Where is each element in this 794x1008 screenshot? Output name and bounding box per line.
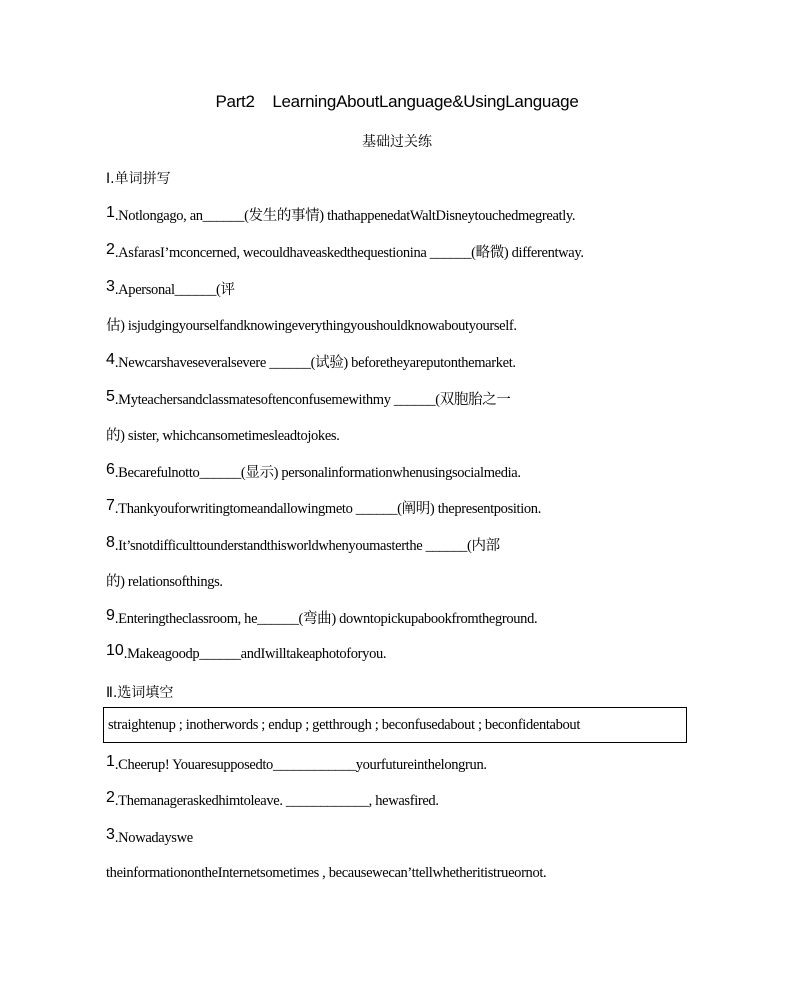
fill-question-3 <box>106 826 193 847</box>
question-5-continuation: 的) sister, whichcansometimesleadtojokes. <box>106 428 340 444</box>
question-3 <box>106 278 235 299</box>
page-subtitle: 基础过关练 <box>362 134 432 150</box>
question-text: .Themanageraskedhimtoleave. ____________, hewasfired. <box>114 793 439 809</box>
question-number: 1 <box>106 753 115 770</box>
question-text: .Thankyouforwritingtomeandallowingmeto ______(阐明) thepresentposition. <box>114 501 541 517</box>
question-1 <box>106 204 575 225</box>
word-bank-box <box>103 707 687 743</box>
question-text: .It’snotdifficulttounderstandthisworldwhenyoumasterthe ______(内部 <box>114 538 500 554</box>
question-6 <box>106 461 521 482</box>
question-9 <box>106 607 537 628</box>
question-8 <box>106 534 500 555</box>
question-text: .Becarefulnotto______(显示) personalinformationwhenusingsocialmedia. <box>114 465 521 481</box>
question-text: .Notlongago, an______(发生的事情) thathappenedatWaltDisneytouchedmegreatly. <box>114 208 576 224</box>
question-number: 4 <box>106 351 115 368</box>
question-5 <box>106 388 511 409</box>
question-3-continuation: 估) isjudgingyourselfandknowingeverythingyoushouldknowaboutyourself. <box>106 318 517 334</box>
fill-question-1 <box>106 753 487 774</box>
question-text: .Myteachersandclassmatesoftenconfusemewithmy ______(双胞胎之一 <box>114 392 511 408</box>
fill-question-3-continuation: theinformationontheInternetsometimes , becausewecan’ttellwhetheritistrueornot. <box>106 865 547 881</box>
question-7 <box>106 497 541 518</box>
question-number: 3 <box>106 826 115 843</box>
question-number: 5 <box>106 388 115 405</box>
question-2 <box>106 241 584 262</box>
question-number: 8 <box>106 534 115 551</box>
question-number: 10 <box>106 642 124 659</box>
section-heading-fill-in: Ⅱ.选词填空 <box>106 685 174 701</box>
section-heading-spelling: Ⅰ.单词拼写 <box>106 171 171 187</box>
question-number: 3 <box>106 278 115 295</box>
question-text: .Apersonal______(评 <box>114 282 235 298</box>
page-title: Part2 LearningAboutLanguage&UsingLanguage <box>215 92 579 111</box>
question-number: 9 <box>106 607 115 624</box>
question-10 <box>106 642 387 663</box>
question-text: .Cheerup! Youaresupposedto____________yourfutureinthelongrun. <box>114 757 487 773</box>
question-number: 1 <box>106 204 115 221</box>
question-number: 6 <box>106 461 115 478</box>
word-bank-text: straightenup ; inotherwords ; endup ; getthrough ; beconfusedabout ; beconfidentabout <box>108 717 580 733</box>
question-number: 2 <box>106 241 115 258</box>
question-4 <box>106 351 516 372</box>
question-number: 7 <box>106 497 115 514</box>
question-text: .Newcarshaveseveralsevere ______(试验) beforetheyareputonthemarket. <box>114 355 516 371</box>
question-text: .Makeagoodp______andIwilltakeaphotoforyou. <box>123 646 387 662</box>
question-text: .Enteringtheclassroom, he______(弯曲) downtopickupabookfromtheground. <box>114 611 538 627</box>
fill-question-2 <box>106 789 439 810</box>
question-number: 2 <box>106 789 115 806</box>
question-text: .Nowadayswe <box>114 830 193 846</box>
question-text: .AsfarasI’mconcerned, wecouldhaveaskedthequestionina ______(略微) differentway. <box>114 245 584 261</box>
question-8-continuation: 的) relationsofthings. <box>106 574 223 590</box>
